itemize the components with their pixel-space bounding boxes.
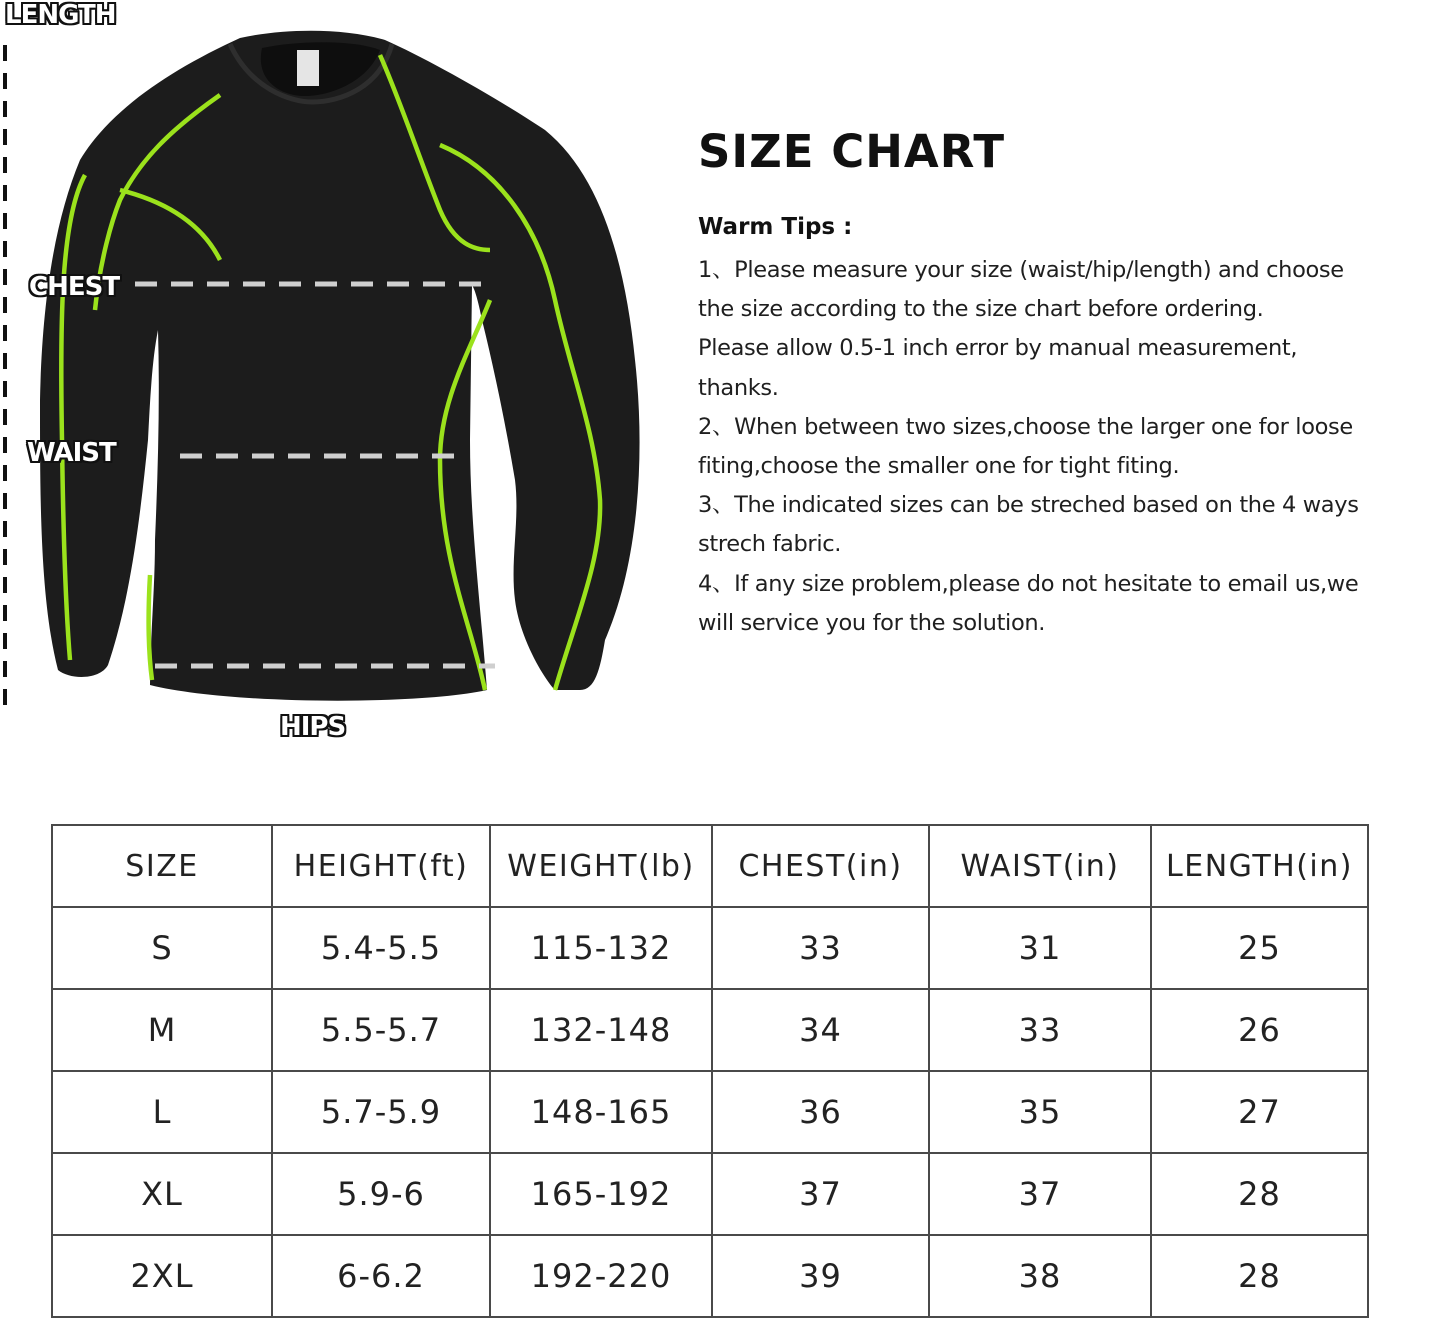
header-weight: WEIGHT(lb) <box>490 825 712 907</box>
tip-line: 3、The indicated sizes can be streched based on the 4 ways <box>698 492 1359 519</box>
cell-weight: 192-220 <box>490 1235 712 1317</box>
header-size: SIZE <box>52 825 272 907</box>
cell-height: 5.4-5.5 <box>272 907 490 989</box>
cell-chest: 34 <box>712 989 929 1071</box>
cell-chest: 36 <box>712 1071 929 1153</box>
tip-line: 4、If any size problem,please do not hesitate to email us,we <box>698 570 1359 597</box>
cell-waist: 37 <box>929 1153 1151 1235</box>
length-label: LENGTH <box>5 0 116 30</box>
cell-waist: 33 <box>929 989 1151 1071</box>
tip-line: strech fabric. <box>698 531 842 558</box>
cell-chest: 39 <box>712 1235 929 1317</box>
tip-line: thanks. <box>698 374 779 401</box>
size-chart-info <box>698 124 1430 643</box>
tip-line: 2、When between two sizes,choose the larger one for loose <box>698 413 1353 440</box>
header-waist: WAIST(in) <box>929 825 1151 907</box>
tip-line: Please allow 0.5-1 inch error by manual measurement, <box>698 335 1298 362</box>
cell-height: 5.5-5.7 <box>272 989 490 1071</box>
cell-chest: 33 <box>712 907 929 989</box>
cell-weight: 148-165 <box>490 1071 712 1153</box>
shirt-drawing <box>0 0 680 760</box>
tip-line: the size according to the size chart before ordering. <box>698 296 1264 323</box>
chest-label: CHEST <box>29 272 120 302</box>
header-height: HEIGHT(ft) <box>272 825 490 907</box>
cell-size: 2XL <box>52 1235 272 1317</box>
neck-tag <box>297 50 319 86</box>
cell-length: 25 <box>1151 907 1368 989</box>
table-row <box>52 989 1368 1071</box>
waist-label: WAIST <box>27 438 116 468</box>
cell-size: L <box>52 1071 272 1153</box>
tips-list <box>698 251 1430 643</box>
cell-chest: 37 <box>712 1153 929 1235</box>
cell-weight: 165-192 <box>490 1153 712 1235</box>
cell-height: 6-6.2 <box>272 1235 490 1317</box>
cell-length: 26 <box>1151 989 1368 1071</box>
cell-size: XL <box>52 1153 272 1235</box>
cell-waist: 35 <box>929 1071 1151 1153</box>
table-header-row <box>52 825 1368 907</box>
cell-length: 28 <box>1151 1153 1368 1235</box>
chart-title: SIZE CHART <box>698 125 1006 178</box>
hips-label: HIPS <box>280 712 346 742</box>
tip-line: will service you for the solution. <box>698 609 1046 636</box>
table-row <box>52 1071 1368 1153</box>
shirt-body <box>40 31 640 701</box>
header-chest: CHEST(in) <box>712 825 929 907</box>
cell-waist: 31 <box>929 907 1151 989</box>
table-row <box>52 907 1368 989</box>
size-table <box>51 824 1369 1318</box>
cell-weight: 132-148 <box>490 989 712 1071</box>
cell-waist: 38 <box>929 1235 1151 1317</box>
tip-line: 1、Please measure your size (waist/hip/length) and choose <box>698 257 1344 283</box>
header-length: LENGTH(in) <box>1151 825 1368 907</box>
tip-line: fiting,choose the smaller one for tight fiting. <box>698 453 1180 480</box>
cell-length: 28 <box>1151 1235 1368 1317</box>
shirt-illustration <box>0 0 680 760</box>
tips-heading: Warm Tips : <box>698 214 853 240</box>
table-row <box>52 1153 1368 1235</box>
cell-size: S <box>52 907 272 989</box>
cell-length: 27 <box>1151 1071 1368 1153</box>
cell-size: M <box>52 989 272 1071</box>
cell-height: 5.7-5.9 <box>272 1071 490 1153</box>
cell-weight: 115-132 <box>490 907 712 989</box>
table-row <box>52 1235 1368 1317</box>
cell-height: 5.9-6 <box>272 1153 490 1235</box>
